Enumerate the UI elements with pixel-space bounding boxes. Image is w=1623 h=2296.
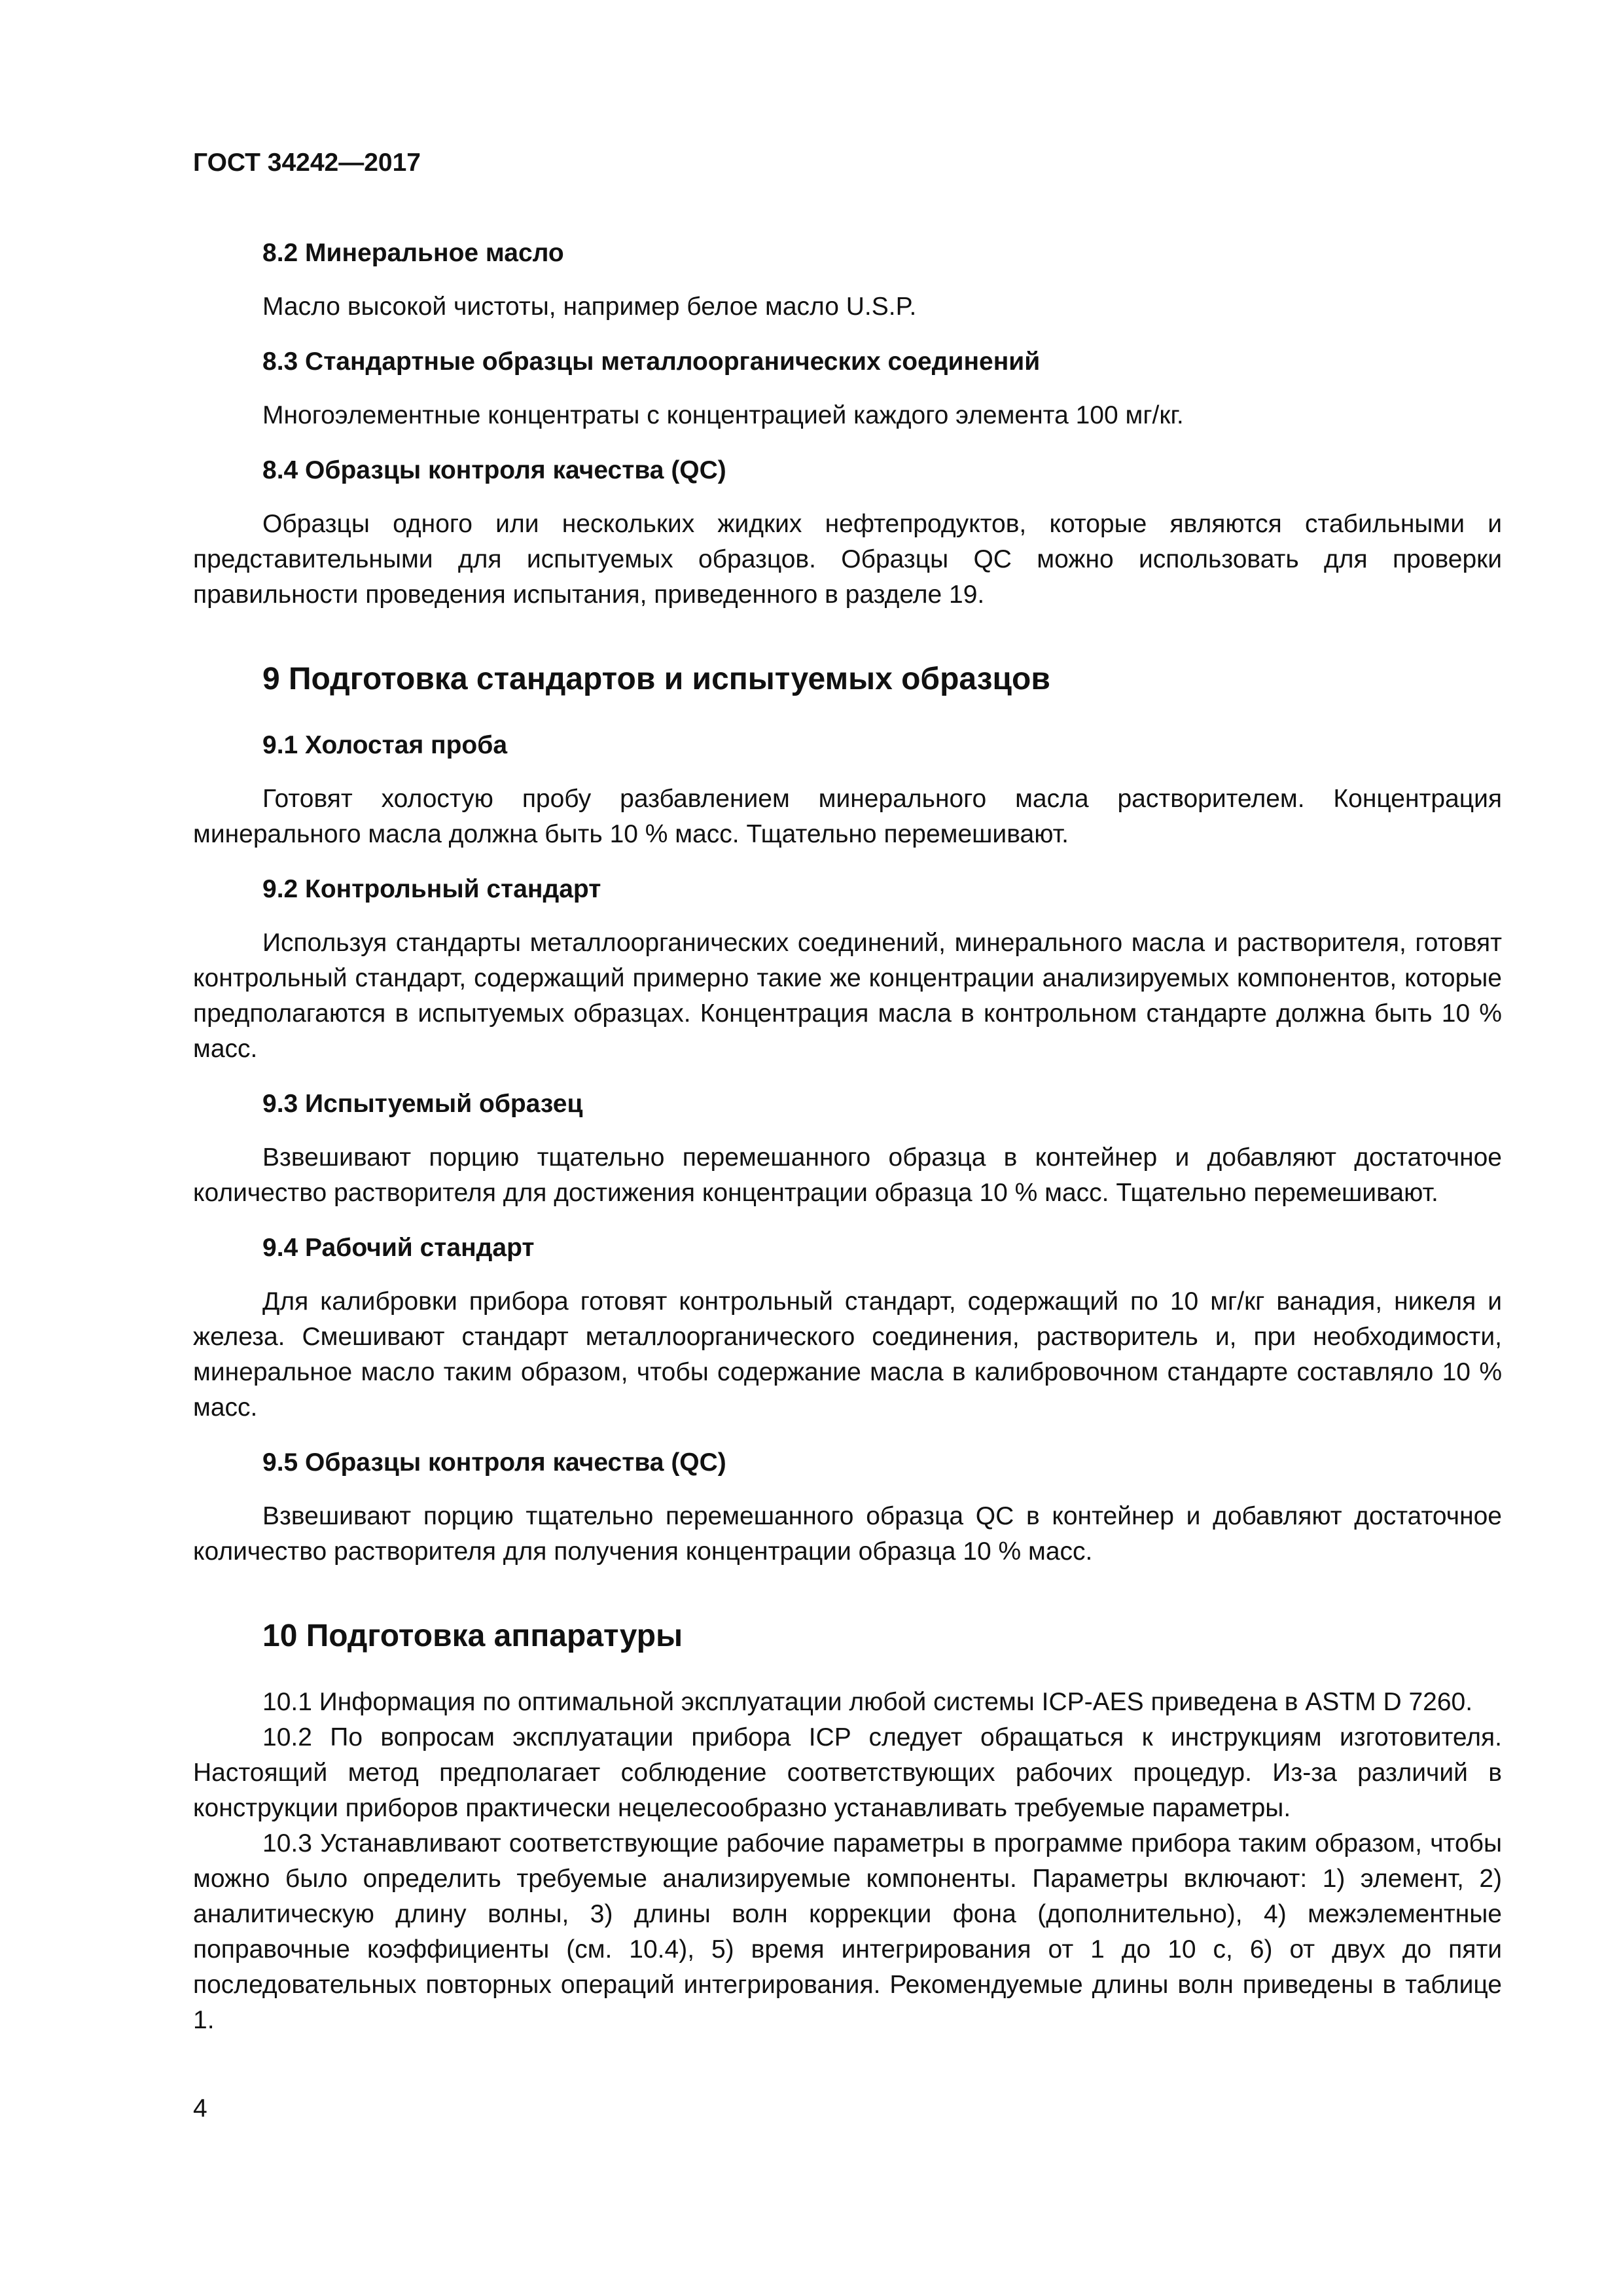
paragraph-10-1: 10.1 Информация по оптимальной эксплуатации любой системы ICP-AES приведена в ASTM D 7260.: [262, 1688, 1473, 1716]
subsection-title-9-5: 9.5 Образцы контроля качества (QC): [262, 1448, 726, 1477]
paragraph-9-1: Готовят холостую пробу разбавлением минерального масла растворителем. Концентрация минерального масла должна быть 10 % масс. Тщательно перемешивают.: [193, 785, 1502, 848]
section-title-9: 9 Подготовка стандартов и испытуемых образцов: [262, 662, 1050, 696]
paragraph-10-2: 10.2 По вопросам эксплуатации прибора ICP следует обращаться к инструкциям изготовителя. Настоящий метод предполагает соблюдение соответствующих рабочих процедур. Из-за различий в конструкции приборов практически нецелесообразно устанавливать требуемые параметры.: [193, 1723, 1502, 1822]
subsection-title-8-3: 8.3 Стандартные образцы металлоорганических соединений: [262, 348, 1041, 376]
subsection-title-8-4: 8.4 Образцы контроля качества (QC): [262, 456, 726, 484]
paragraph-10-3: 10.3 Устанавливают соответствующие рабочие параметры в программе прибора таким образом, чтобы можно было определить требуемые анализируемые компоненты. Параметры включают: 1) элемент, 2) аналитическую длину волны, 3) длины волн коррекции фона (дополнительно), 4) межэлементные поправочные коэффициенты (см. 10.4), 5) время интегрирования от 1 до 10 с, 6) от двух до пяти последовательных повторных операций интегрирования. Рекомендуемые длины волн приведены в таблице 1.: [193, 1829, 1502, 2034]
document-page: [193, 145, 1502, 2038]
page-number: 4: [193, 2094, 207, 2123]
paragraph-9-3: Взвешивают порцию тщательно перемешанного образца в контейнер и добавляют достаточное количество растворителя для достижения концентрации образца 10 % масс. Тщательно перемешивают.: [193, 1143, 1502, 1207]
document-header: ГОСТ 34242—2017: [193, 149, 421, 177]
paragraph-9-4: Для калибровки прибора готовят контрольный стандарт, содержащий по 10 мг/кг ванадия, никеля и железа. Смешивают стандарт металлоорганического соединения, растворитель и, при необходимости, минеральное масло таким образом, чтобы содержание масла в калибровочном стандарте составляло 10 % масс.: [193, 1287, 1502, 1422]
section-title-10: 10 Подготовка аппаратуры: [262, 1619, 683, 1653]
paragraph-8-4: Образцы одного или нескольких жидких нефтепродуктов, которые являются стабильными и представительными для испытуемых образцов. Образцы QC можно использовать для проверки правильности проведения испытания, приведенного в разделе 19.: [193, 510, 1502, 609]
subsection-title-9-4: 9.4 Рабочий стандарт: [262, 1234, 535, 1262]
paragraph-9-2: Используя стандарты металлоорганических соединений, минерального масла и растворителя, готовят контрольный стандарт, содержащий примерно такие же концентрации анализируемых компонентов, которые предполагаются в испытуемых образцах. Концентрация масла в контрольном стандарте должна быть 10 % масс.: [193, 929, 1502, 1063]
paragraph-8-3: Многоэлементные концентраты с концентрацией каждого элемента 100 мг/кг.: [262, 401, 1184, 429]
subsection-title-9-3: 9.3 Испытуемый образец: [262, 1090, 583, 1118]
paragraph-9-5: Взвешивают порцию тщательно перемешанного образца QC в контейнер и добавляют достаточное количество растворителя для получения концентрации образца 10 % масс.: [193, 1502, 1502, 1566]
subsection-title-9-1: 9.1 Холостая проба: [262, 731, 508, 759]
subsection-title-9-2: 9.2 Контрольный стандарт: [262, 875, 601, 903]
paragraph-8-2: Масло высокой чистоты, например белое масло U.S.P.: [262, 293, 917, 321]
subsection-title-8-2: 8.2 Минеральное масло: [262, 239, 564, 267]
